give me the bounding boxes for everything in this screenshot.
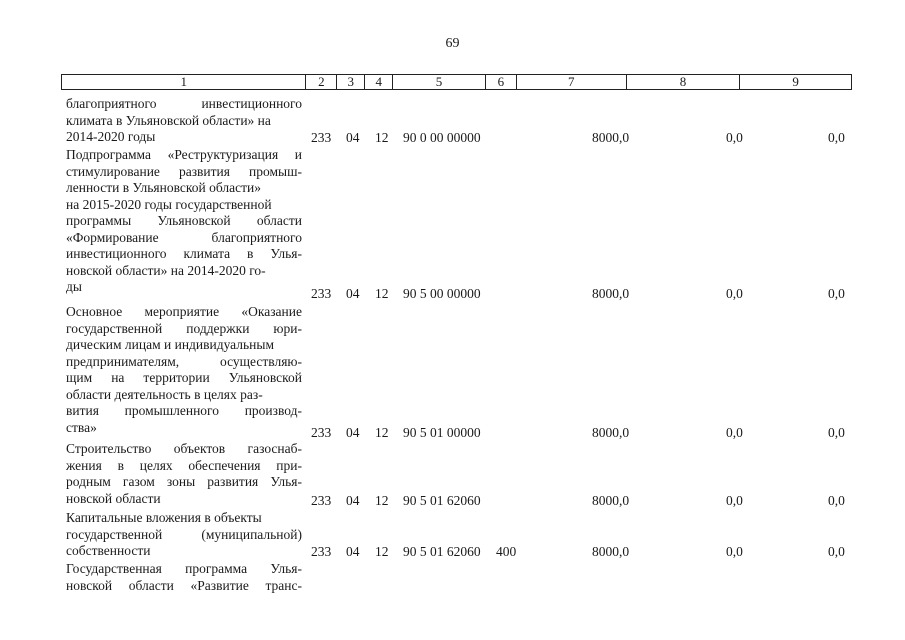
section-code: 04 xyxy=(346,130,360,145)
desc-line: государственной поддержки юри- xyxy=(66,320,302,336)
desc-line: собственности xyxy=(66,543,151,558)
desc-line: «Формирование благоприятного xyxy=(66,229,302,245)
amount-col-7: 8000,0 xyxy=(592,544,630,559)
section-code: 04 xyxy=(346,493,360,508)
desc-line: Государственная программа Улья- xyxy=(66,561,302,576)
header-col-5: 5 xyxy=(392,75,485,89)
table-header xyxy=(61,74,852,90)
desc-line: дическим лицам и индивидуальным xyxy=(66,337,275,352)
expense-type: 400 xyxy=(496,544,517,559)
desc-line: ды xyxy=(66,279,82,294)
amount-col-8: 0,0 xyxy=(726,425,743,440)
target-code: 90 5 01 62060 xyxy=(403,544,481,559)
header-col-7: 7 xyxy=(516,75,626,89)
target-code: 90 0 00 00000 xyxy=(403,130,481,145)
table-row xyxy=(0,285,905,302)
header-col-1: 1 xyxy=(180,74,187,89)
page-number: 69 xyxy=(445,36,460,51)
header-col-4: 4 xyxy=(364,75,392,89)
ministry-code: 233 xyxy=(311,425,332,440)
ministry-code: 233 xyxy=(311,130,332,145)
desc-line: родным газом зоны развития Улья- xyxy=(66,474,302,489)
table-row xyxy=(0,543,905,560)
header-col-2: 2 xyxy=(305,75,336,89)
amount-col-9: 0,0 xyxy=(828,544,845,559)
desc-line: благоприятного инвестиционного xyxy=(66,96,302,111)
desc-line: новской области» на 2014-2020 го- xyxy=(66,262,266,278)
desc-line: государственной (муниципальной) xyxy=(66,526,302,542)
ministry-code: 233 xyxy=(311,493,332,508)
amount-col-9: 0,0 xyxy=(828,130,845,145)
section-code: 04 xyxy=(346,425,360,440)
desc-line: Основное мероприятие «Оказание xyxy=(66,304,302,319)
subsection-code: 12 xyxy=(375,544,389,559)
amount-col-8: 0,0 xyxy=(726,130,743,145)
row-description xyxy=(66,147,302,296)
amount-col-7: 8000,0 xyxy=(592,286,630,301)
desc-line: новской области xyxy=(66,490,161,506)
row-description xyxy=(66,304,302,436)
subsection-code: 12 xyxy=(375,493,389,508)
desc-line: предпринимателям, осуществляю- xyxy=(66,353,302,369)
amount-col-9: 0,0 xyxy=(828,493,845,508)
desc-line: программы Ульяновской области xyxy=(66,213,302,228)
table-row xyxy=(0,129,905,146)
target-code: 90 5 01 00000 xyxy=(403,425,481,440)
target-code: 90 5 00 00000 xyxy=(403,286,481,301)
header-col-8: 8 xyxy=(626,75,740,89)
header-col-6: 6 xyxy=(485,75,516,89)
amount-col-7: 8000,0 xyxy=(592,130,630,145)
desc-line: Строительство объектов газоснаб- xyxy=(66,441,302,456)
desc-line: ленности в Ульяновской области» xyxy=(66,180,262,195)
desc-line: вития промышленного производ- xyxy=(66,403,302,418)
desc-line: Капитальные вложения в объекты xyxy=(66,510,262,525)
amount-col-9: 0,0 xyxy=(828,286,845,301)
header-col-9: 9 xyxy=(739,75,851,89)
desc-line: области деятельность в целях раз- xyxy=(66,386,263,402)
amount-col-7: 8000,0 xyxy=(592,493,630,508)
desc-line: инвестиционного климата в Улья- xyxy=(66,246,302,261)
desc-line: ства» xyxy=(66,419,97,435)
amount-col-8: 0,0 xyxy=(726,286,743,301)
desc-line: щим на территории Ульяновской xyxy=(66,370,302,385)
table-row xyxy=(0,492,905,509)
ministry-code: 233 xyxy=(311,544,332,559)
amount-col-8: 0,0 xyxy=(726,544,743,559)
amount-col-8: 0,0 xyxy=(726,493,743,508)
table-row xyxy=(0,424,905,441)
subsection-code: 12 xyxy=(375,286,389,301)
target-code: 90 5 01 62060 xyxy=(403,493,481,508)
amount-col-7: 8000,0 xyxy=(592,425,630,440)
section-code: 04 xyxy=(346,544,360,559)
desc-line: жения в целях обеспечения при- xyxy=(66,457,302,473)
ministry-code: 233 xyxy=(311,286,332,301)
desc-line: климата в Ульяновской области» на xyxy=(66,112,271,128)
subsection-code: 12 xyxy=(375,130,389,145)
desc-line: на 2015-2020 годы государственной xyxy=(66,196,272,212)
desc-line: 2014-2020 годы xyxy=(66,129,156,144)
amount-col-9: 0,0 xyxy=(828,425,845,440)
header-col-3: 3 xyxy=(336,75,364,89)
desc-line: Подпрограмма «Реструктуризация и xyxy=(66,147,302,162)
desc-line: новской области «Развитие транс- xyxy=(66,577,302,593)
section-code: 04 xyxy=(346,286,360,301)
desc-line: стимулирование развития промыш- xyxy=(66,163,302,179)
row-description xyxy=(66,561,302,594)
subsection-code: 12 xyxy=(375,425,389,440)
